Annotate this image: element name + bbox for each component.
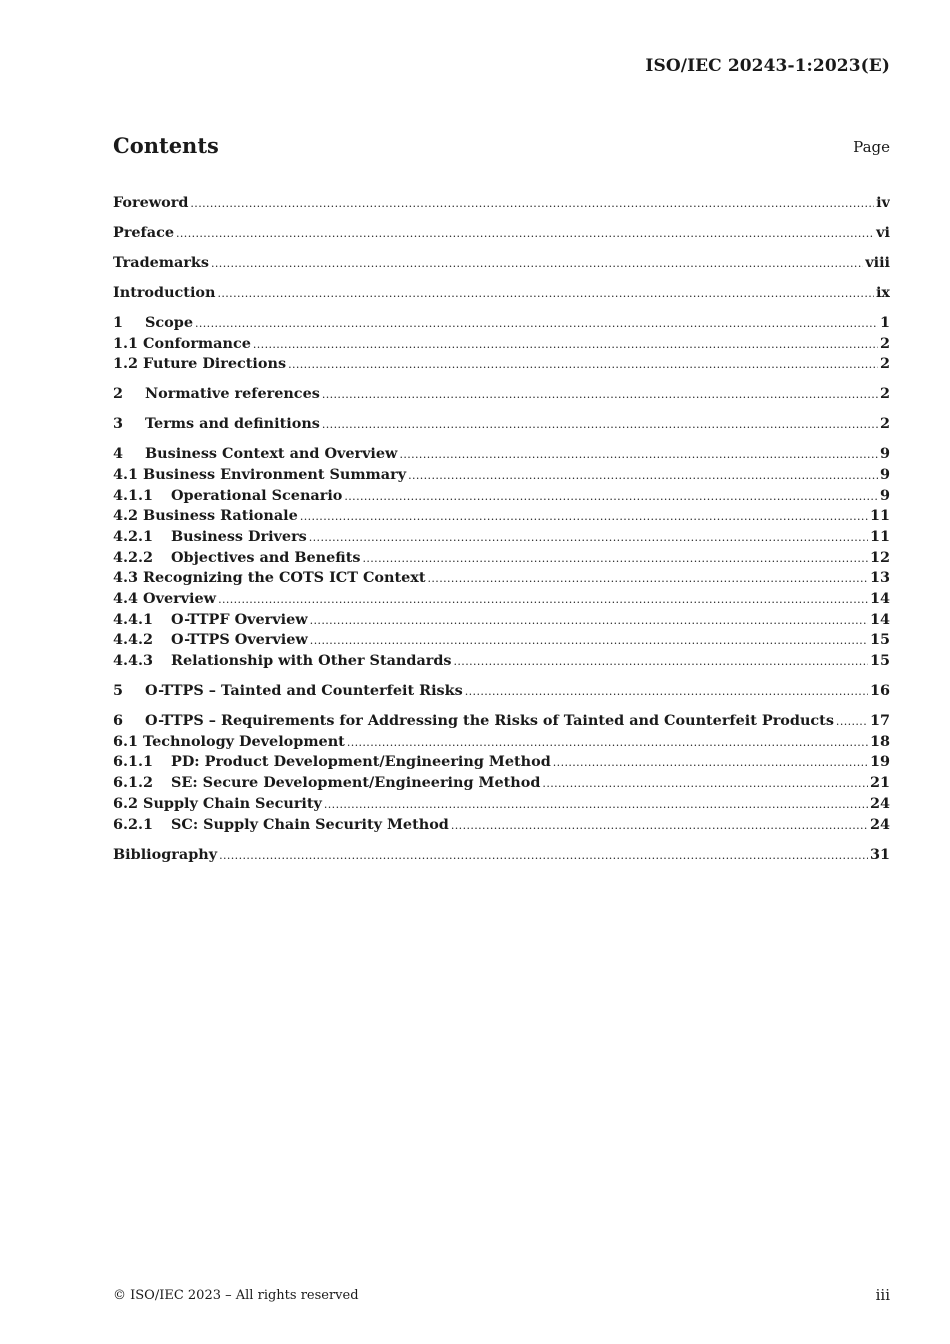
toc-entry[interactable] [113,651,890,672]
toc-entry[interactable] [113,465,890,486]
toc-entry[interactable] [113,610,890,631]
toc-entry[interactable] [113,354,890,375]
table-of-contents [113,193,890,865]
toc-entry[interactable] [113,630,890,651]
toc-leader-dots [310,630,868,650]
toc-entry-number: 6.1 [113,732,139,750]
toc-leader-dots [451,815,868,835]
toc-entry-number: 4.4.3 [113,652,154,670]
toc-entry-number: 4.1.1 [113,486,154,504]
toc-entry[interactable] [113,815,890,836]
toc-entry-page: 24 [869,794,890,812]
toc-entry[interactable] [113,414,890,435]
toc-entry-number: 6.2 [113,794,139,812]
toc-entry-number: 6.1.1 [113,753,154,771]
toc-leader-dots [190,193,874,213]
toc-entry-number: 4.4.2 [113,631,154,649]
toc-entry[interactable] [113,223,890,244]
toc-entry[interactable] [113,283,890,304]
toc-entry-title: Supply Chain Security [143,794,322,812]
toc-entry-page: 17 [869,712,890,730]
toc-entry-number: 4.4 [113,590,139,608]
toc-entry[interactable] [113,253,890,274]
toc-leader-dots [300,506,868,526]
toc-entry-number: 6.2.1 [113,815,154,833]
toc-leader-dots [542,773,868,793]
toc-entry-title: Business Environment Summary [143,465,407,483]
toc-entry-page: 14 [869,590,890,608]
toc-entry-number: 4.2.2 [113,548,154,566]
footer-copyright: © ISO/IEC 2023 – All rights reserved [113,1288,359,1303]
toc-entry-page: 9 [879,445,890,463]
toc-entry[interactable] [113,193,890,214]
toc-entry-title: O-TTPS – Requirements for Addressing the Risks of Tainted and Counterfeit Products [145,712,834,730]
toc-entry-title: Scope [145,313,193,331]
toc-entry-title: Relationship with Other Standards [171,652,452,670]
toc-entry-page: 15 [869,652,890,670]
toc-entry-title: Objectives and Benefits [171,548,361,566]
toc-leader-dots [322,384,878,404]
toc-leader-dots [454,651,868,671]
toc-entry-number: 4.2.1 [113,528,154,546]
toc-leader-dots [310,610,868,630]
toc-leader-dots [195,313,878,333]
toc-entry-page: 2 [879,334,890,352]
toc-entry[interactable] [113,711,890,732]
toc-entry[interactable] [113,589,890,610]
toc-leader-dots [322,414,878,434]
toc-entry-title: Terms and definitions [145,415,320,433]
toc-leader-dots [211,253,863,273]
contents-heading: Contents [113,133,219,158]
toc-entry-title: Overview [143,590,217,608]
toc-entry[interactable] [113,794,890,815]
toc-entry-number: 6.1.2 [113,774,154,792]
toc-entry-number: 1.2 [113,355,139,373]
toc-entry[interactable] [113,486,890,507]
toc-entry-page: 18 [869,732,890,750]
toc-leader-dots [428,568,868,588]
toc-entry-title: Business Drivers [171,528,307,546]
toc-entry-title: Recognizing the COTS ICT Context [143,569,426,587]
toc-entry-number: 2 [113,385,124,403]
toc-entry-page: 11 [869,528,890,546]
toc-entry-page: 15 [869,631,890,649]
toc-leader-dots [176,223,874,243]
toc-entry-page: 9 [879,486,890,504]
toc-entry-page: 19 [869,753,890,771]
toc-entry-title: O-TTPF Overview [171,610,308,628]
toc-entry-title: O-TTPS Overview [171,631,308,649]
toc-entry-page: 21 [869,774,890,792]
footer-page-number: iii [875,1286,890,1304]
toc-entry-page: 12 [869,548,890,566]
toc-entry-title: Business Context and Overview [145,445,398,463]
toc-entry-page: 13 [869,569,890,587]
toc-entry[interactable] [113,568,890,589]
toc-entry[interactable] [113,752,890,773]
toc-entry-page: 24 [869,815,890,833]
toc-entry-title: Operational Scenario [171,486,343,504]
toc-entry[interactable] [113,681,890,702]
toc-entry-number: 4.2 [113,507,139,525]
toc-entry-title: Foreword [113,194,189,211]
toc-entry-title: O-TTPS – Tainted and Counterfeit Risks [145,682,463,700]
toc-entry-title: Business Rationale [143,507,298,525]
toc-entry-page: 31 [869,845,890,863]
toc-entry-page: iv [876,194,890,211]
toc-entry-number: 5 [113,682,124,700]
toc-entry-title: Technology Development [143,732,345,750]
toc-leader-dots [399,444,878,464]
toc-entry[interactable] [113,506,890,527]
toc-entry-number: 4.1 [113,465,139,483]
toc-entry-number: 1.1 [113,334,139,352]
toc-entry-page: 2 [879,385,890,403]
toc-entry-number: 4.4.1 [113,610,154,628]
toc-entry-title: Preface [113,223,174,241]
toc-entry-page: 2 [879,355,890,373]
toc-leader-dots [288,354,878,374]
toc-entry-title: Bibliography [113,845,218,863]
toc-entry-page: 14 [869,610,890,628]
toc-entry[interactable] [113,444,890,465]
toc-entry[interactable] [113,773,890,794]
toc-leader-dots [218,589,868,609]
toc-entry-number: 3 [113,415,124,433]
toc-entry-number: 4 [113,445,124,463]
toc-entry[interactable] [113,384,890,405]
toc-entry-number: 6 [113,712,124,730]
toc-entry[interactable] [113,548,890,569]
toc-entry-title: Trademarks [113,253,209,271]
toc-entry[interactable] [113,732,890,753]
toc-entry-title: SC: Supply Chain Security Method [171,815,449,833]
toc-entry[interactable] [113,313,890,334]
toc-leader-dots [465,681,868,701]
toc-entry-number: 1 [113,313,124,331]
toc-entry-page: 9 [879,465,890,483]
toc-leader-dots [253,334,878,354]
toc-entry-number: 4.3 [113,569,139,587]
toc-leader-dots [362,548,867,568]
toc-entry-title: Normative references [145,385,320,403]
toc-leader-dots [836,711,868,731]
toc-leader-dots [408,465,878,485]
toc-entry-title: SE: Secure Development/Engineering Method [171,774,541,792]
toc-entry-page: 16 [869,682,890,700]
toc-entry[interactable] [113,527,890,548]
toc-leader-dots [309,527,868,547]
toc-leader-dots [217,283,873,303]
toc-entry-page: 1 [879,313,890,331]
toc-entry-title: Future Directions [143,355,287,373]
toc-entry-page: vi [876,223,890,241]
toc-entry-title: Conformance [143,334,251,352]
toc-entry-page: viii [865,253,890,271]
toc-leader-dots [219,845,868,865]
toc-leader-dots [553,752,868,772]
toc-leader-dots [344,486,878,506]
toc-entry-title: PD: Product Development/Engineering Method [171,753,551,771]
toc-leader-dots [347,732,868,752]
page-column-label: Page [853,138,890,156]
toc-entry-page: 2 [879,415,890,433]
toc-entry[interactable] [113,334,890,355]
toc-leader-dots [324,794,868,814]
document-id: ISO/IEC 20243-1:2023(E) [645,56,890,76]
toc-entry[interactable] [113,845,890,866]
toc-entry-page: 11 [869,507,890,525]
toc-entry-page: ix [875,283,890,301]
toc-entry-title: Introduction [113,283,216,301]
